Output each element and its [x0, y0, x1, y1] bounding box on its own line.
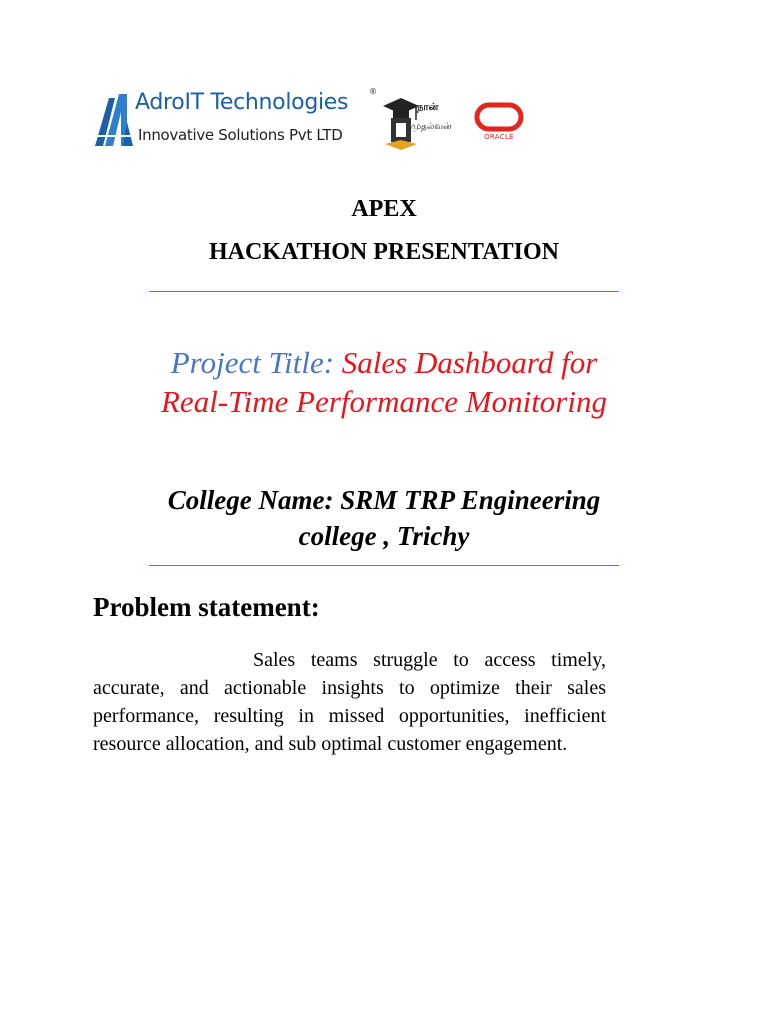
- adroit-brand-name: AdroIT Technologies: [135, 90, 349, 115]
- problem-statement-heading: Problem statement:: [93, 592, 320, 622]
- logo-band: [93, 86, 533, 156]
- project-title-label: Project Title:: [170, 345, 335, 380]
- naan-mudhalvan-logo: [381, 94, 465, 152]
- college-name: College Name: SRM TRP Engineering college , Trichy: [167, 485, 601, 551]
- adroit-logo: [93, 86, 378, 154]
- oracle-ring-icon: [473, 102, 525, 132]
- divider: [149, 565, 619, 566]
- heading-apex: APEX: [351, 196, 417, 222]
- project-title-value: Sales Dashboard for Real-Time Performance Monitoring: [161, 345, 607, 419]
- naan-logo-text-top: நான்: [417, 102, 439, 113]
- divider: [149, 291, 619, 292]
- adroit-subtitle: Innovative Solutions Pvt LTD: [138, 126, 343, 144]
- oracle-wordmark: ORACLE: [484, 133, 514, 141]
- adroit-mark-icon: [93, 92, 135, 148]
- project-title: [150, 343, 618, 421]
- naan-logo-text-bottom: முதல்வன்: [411, 122, 452, 132]
- heading-hackathon: HACKATHON PRESENTATION: [208, 239, 560, 265]
- registered-mark: ®: [369, 87, 377, 96]
- oracle-logo: [473, 102, 525, 142]
- problem-statement-body: Sales teams struggle to access timely, accurate, and actionable insights to optimize their sales performance, resulting in missed opportunities, inefficient resource allocation, and sub optimal customer engagement.: [93, 649, 606, 755]
